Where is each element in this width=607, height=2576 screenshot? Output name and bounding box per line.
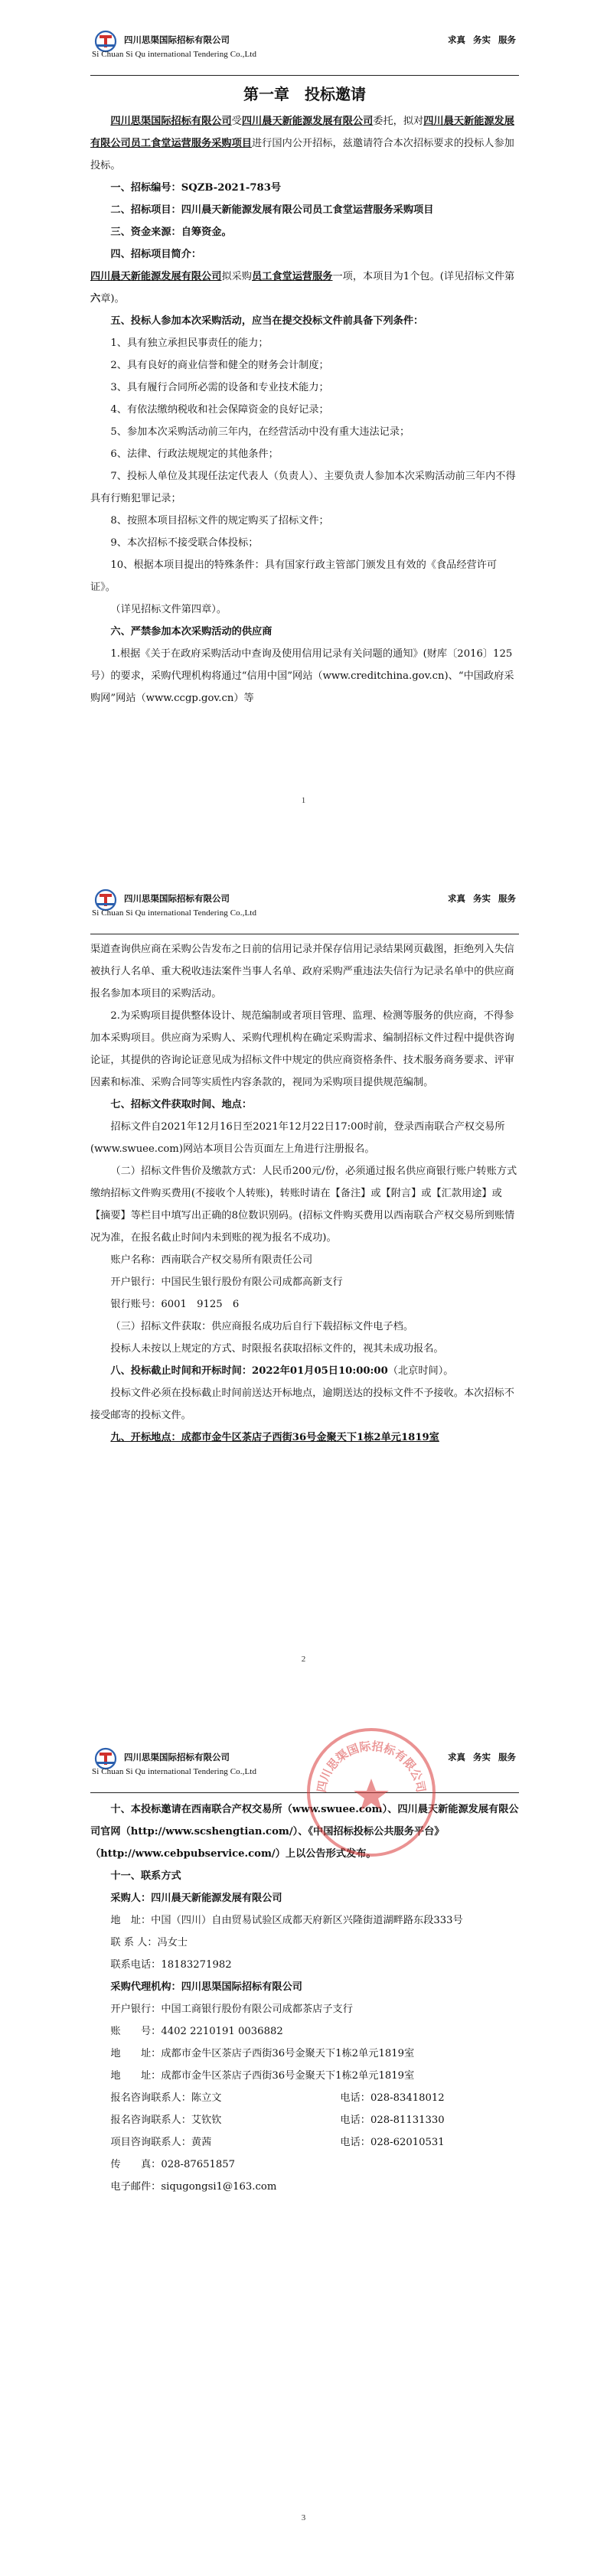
header-company-english: Si Chuan Si Qu international Tendering Co.,Ltd <box>92 1767 257 1776</box>
header-slogan: 求真 务实 服务 <box>447 893 516 904</box>
chapter-title: 第一章 投标邀请 <box>243 85 366 103</box>
svg-text:四川思渠国际招标有限公司: 四川思渠国际招标有限公司 <box>314 1739 429 1794</box>
document-fee: （二）招标文件售价及缴款方式：人民币200元/份，必须通过报名供应商银行账户转账方式缴纳招标文件购买费用(不接收个人转账)，转账时请在【备注】或【附言】或【汇款用途】或【摘要】等栏目中填写出正确的8位数识别码。(招标文件购买费用以西南联合产权交易所到账情况为准，在报名截止时间内未到账的视为报名不成功)。 <box>90 1166 517 1244</box>
condition-item: 7、投标人单位及其现任法定代表人（负责人）、主要负责人参加本次采购活动前三年内不得具有行贿犯罪记录； <box>90 471 516 504</box>
buyer-contact: 联 系 人：冯女士 <box>110 1937 188 1948</box>
document-page-1 <box>0 0 607 859</box>
condition-item: 6、法律、行政法规规定的其他条件； <box>110 448 279 460</box>
credit-check-continued: 渠道查询供应商在采购公告发布之日前的信用记录并保存信用记录结果网页截图，拒绝列入失信被执行人名单、重大税收违法案件当事人名单、政府采购严重违法失信行为记录名单中的供应商报名参加本项目的采购活动。 <box>90 944 514 999</box>
project-brief: 四川晨天新能源发展有限公司拟采购员工食堂运营服务一项，本项目为1个包。(详见招标文件第六章)。 <box>90 271 515 305</box>
contact-row: 报名咨询联系人：艾钦钦 电话：028-81131330 <box>110 2115 445 2126</box>
condition-item: 8、按照本项目招标文件的规定购买了招标文件； <box>110 515 329 527</box>
buyer-address: 地 址：中国（四川）自由贸易试验区成都天府新区兴隆街道湖畔路东段333号 <box>110 1915 463 1926</box>
page-number: 3 <box>301 2513 306 2522</box>
account-number: 银行账号：6001 9125 6 <box>110 1299 240 1310</box>
condition-item: 2、具有良好的商业信誉和健全的财务会计制度； <box>110 360 329 371</box>
contact-heading: 十一、联系方式 <box>110 1870 181 1882</box>
page-number: 1 <box>301 796 306 805</box>
header-company-english: Si Chuan Si Qu international Tendering Co.,Ltd <box>92 50 257 59</box>
header-company-name: 四川思渠国际招标有限公司 <box>124 1752 230 1762</box>
company-seal-icon <box>302 1723 440 1861</box>
agent-label: 采购代理机构：四川思渠国际招标有限公司 <box>110 1981 302 1993</box>
publication-notice: 十、本投标邀请在西南联合产权交易所（www.swuee.com）、四川晨天新能源发展有限公司官网（http://www.scshengtian.com/）、《中国招标投标公共服务平台》（http://www.cebpubservice.com/）上以公告形式发布。 <box>90 1804 519 1860</box>
acquisition-time: 招标文件自2021年12月16日至2021年12月22日17:00时前，登录西南联合产权交易所(www.swuee.com)网站本项目公告页面左上角进行注册报名。 <box>90 1121 505 1155</box>
condition-item: 9、本次招标不接受联合体投标； <box>110 537 259 549</box>
document-acquisition-heading: 七、招标文件获取时间、地点： <box>110 1099 253 1110</box>
intro-paragraph: 四川思渠国际招标有限公司受四川晨天新能源发展有限公司委托，拟对四川晨天新能源发展有限公司员工食堂运营服务采购项目进行国内公开招标，兹邀请符合本次招标要求的投标人参加投标。 <box>90 116 514 171</box>
document-page-2 <box>0 859 607 1717</box>
account-bank: 开户银行：中国民生银行股份有限公司成都高新支行 <box>110 1277 343 1288</box>
page-header <box>90 29 519 76</box>
late-submission-note: 投标文件必须在投标截止时间前送达开标地点，逾期送达的投标文件不予接收。本次招标不接受邮寄的投标文件。 <box>90 1387 514 1421</box>
agent-bank: 开户银行：中国工商银行股份有限公司成都茶店子支行 <box>110 2004 353 2015</box>
contact-row: 报名咨询联系人：陈立文 电话：028-83418012 <box>110 2092 445 2104</box>
condition-note: （详见招标文件第四章）。 <box>110 604 227 615</box>
agent-address: 地 址：成都市金牛区茶店子西街36号金聚天下1栋2单元1819室 <box>110 2070 415 2082</box>
prohibited-suppliers-heading: 六、严禁参加本次采购活动的供应商 <box>110 626 272 637</box>
tender-project: 二、招标项目：四川晨天新能源发展有限公司员工食堂运营服务采购项目 <box>110 204 434 216</box>
document-page-3 <box>0 1717 607 2576</box>
document-download: （三）招标文件获取：供应商报名成功后自行下载招标文件电子档。 <box>110 1321 414 1332</box>
tender-number: 一、招标编号：SQZB-2021-783号 <box>110 182 282 194</box>
page-1-body <box>90 81 519 709</box>
fund-source: 三、资金来源：自筹资金。 <box>110 227 232 238</box>
page-header <box>90 888 519 934</box>
header-company-name: 四川思渠国际招标有限公司 <box>124 34 230 45</box>
registration-note: 投标人未按以上规定的方式、时限报名获取招标文件的，视其未成功报名。 <box>110 1343 444 1355</box>
agent-address: 地 址：成都市金牛区茶店子西街36号金聚天下1栋2单元1819室 <box>110 2048 415 2059</box>
buyer-label: 采购人：四川晨天新能源发展有限公司 <box>110 1893 282 1904</box>
buyer-phone: 联系电话：18183271982 <box>110 1959 232 1971</box>
deadline: 八、投标截止时间和开标时间：2022年01月05日10:00:00（北京时间）。 <box>110 1365 454 1377</box>
project-brief-heading: 四、招标项目简介： <box>110 249 202 260</box>
header-slogan: 求真 务实 服务 <box>447 34 516 45</box>
opening-location: 九、开标地点：成都市金牛区茶店子西街36号金聚天下1栋2单元1819室 <box>110 1432 439 1443</box>
header-company-english: Si Chuan Si Qu international Tendering Co.,Ltd <box>92 908 257 918</box>
header-slogan: 求真 务实 服务 <box>447 1752 516 1762</box>
email: 电子邮件：siqugongsi1@163.com <box>110 2181 277 2193</box>
header-company-name: 四川思渠国际招标有限公司 <box>124 893 230 904</box>
condition-item: 10、根据本项目提出的特殊条件：具有国家行政主管部门颁发且有效的《食品经营许可证》。 <box>90 559 498 593</box>
credit-check-paragraph: 1.根据《关于在政府采购活动中查询及使用信用记录有关问题的通知》(财库〔2016〕125号）的要求，采购代理机构将通过“信用中国”网站（www.creditchina.gov.cn)、“中国政府采购网”网站（www.ccgp.gov.cn）等 <box>90 648 514 704</box>
contact-row: 项目咨询联系人：黄茜 电话：028-62010531 <box>110 2137 445 2148</box>
condition-item: 4、有依法缴纳税收和社会保障资金的良好记录； <box>110 404 329 416</box>
fax: 传 真：028-87651857 <box>110 2159 236 2170</box>
page-2-body <box>90 938 519 1449</box>
agent-account: 账 号：4402 2210191 0036882 <box>110 2026 283 2037</box>
page-number: 2 <box>301 1655 306 1664</box>
account-name: 账户名称：西南联合产权交易所有限责任公司 <box>110 1254 313 1266</box>
condition-item: 3、具有履行合同所必需的设备和专业技术能力； <box>110 382 329 393</box>
condition-item: 1、具有独立承担民事责任的能力； <box>110 337 269 349</box>
design-service-restriction: 2.为采购项目提供整体设计、规范编制或者项目管理、监理、检测等服务的供应商，不得参加本采购项目。供应商为采购人、采购代理机构在确定采购需求、编制招标文件过程中提供咨询论证，其提供的咨询论证意见成为招标文件中规定的供应商资格条件、技术服务商务要求、评审因素和标准、采购合同等实质性内容条款的，视同为采购项目提供规范编制。 <box>90 1010 514 1088</box>
condition-item: 5、参加本次采购活动前三年内，在经营活动中没有重大违法记录； <box>110 426 410 438</box>
bidder-conditions-heading: 五、投标人参加本次采购活动，应当在提交投标文件前具备下列条件： <box>110 315 424 327</box>
